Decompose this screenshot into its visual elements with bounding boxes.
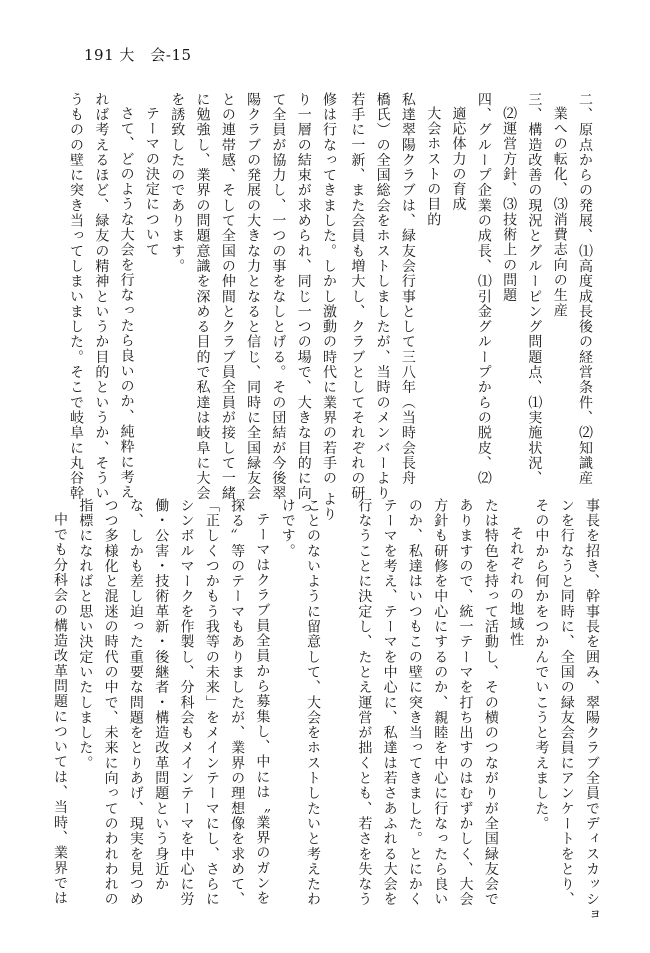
text-line: り一層の結束が求められ、同じ一つの場で、大きな目的に向っ [295,92,312,517]
upper-left-text-block [68,92,341,522]
text-line: て全員が協力し、一つの事をなしとげる。その団結が今後翠 [270,92,287,502]
text-line: それぞれの地域性 [508,526,525,648]
text-line: との連帯感、そして全国の仲間とクラブ員全員が接して一緒 [219,92,236,502]
text-line: に勉強し、業界の問題意識を深める目的で私達は岐阜に大会 [194,92,211,502]
text-line: テーマはクラブ員全員から募集し、中には〝業界のガンを [254,512,271,906]
page-header [84,46,192,64]
text-line: れば考えるほど、緑友の精神というか目的というか、そうい [93,92,110,502]
text-line: 行なうことに決定し、たとえ運営が拙くとも、若さを失なう [356,498,373,908]
text-line: 四、グループ企業の成長、⑴引金グループからの脱皮、⑵ [475,92,492,486]
text-line: ありますので、統一テーマを打ち出すのはむずかしく、大会 [457,498,474,908]
upper-right-text-block [347,92,597,502]
text-line: 事長を招き、幹事長を囲み、翠陽クラブ全員でディスカッショ [584,498,600,923]
text-line: 業への転化、⑶消費志向の生産 [551,106,568,319]
text-line: のか、私達はいつもこの壁に突き当ってきました。とにかく [406,498,423,908]
text-line: 「正しくつかもう我等の未来」をメインテーマにし、さらに [203,498,220,908]
text-line: たは特色を持って活動し、その横のつながりが全国緑友会で [482,498,499,908]
text-line: ンを行なうと同時に、全国の緑友会員にアンケートをとり、 [558,498,575,908]
text-line: うものの壁に突き当ってしまいました。そこで岐阜に丸谷幹 [68,92,85,502]
text-line: 方針も研修を中心にするのか、親睦を中心に行なったら良い [432,498,449,908]
text-line: けです。 [279,498,296,559]
text-line: 陽クラブの発展の大きな力となると信じ、同時に全国緑友会 [245,92,262,502]
text-line: 橋氏）の全国総会をホストしましたが、当時のメンバーより [374,92,391,502]
text-line: さて、どのような大会を行なったら良いのか、純粋に考え [118,106,135,500]
text-line: な、しかも差し迫った重要な問題をとりあげ、現実を見つめ [127,498,144,908]
text-line: 二、原点からの発展、⑴高度成長後の経営条件、⑵知識産 [577,92,593,486]
text-line: 修は行なってきました。しかし激動の時代に業界の若手の より [321,92,337,522]
text-line: 若手に一新、また会員も増大し、クラブとしてそれぞれの研 [349,92,366,502]
text-line: 私達翠陽クラブは、緑友会行事として三八年（当時会長舟 [399,92,416,486]
text-line: つつ多様化と混迷の時代の中で、未来に向ってのわれわれの [102,498,119,908]
text-line: 探る〟等のテーマもありましたが、業界の理想像を求めて、 [229,498,246,908]
section-heading: 大会ホストの目的 [425,106,442,228]
text-line: その中から何かをつかんでいこうと考えました。 [533,498,550,832]
text-line: 三、構造改善の現況とグルーピング問題点、⑴実施状況、 [526,92,543,486]
text-line: 指標になればと思い決定いたしました。 [77,498,94,771]
text-line: テーマを考え、テーマを中心に、私達は若さあふれる大会を [381,498,398,908]
text-line: ことのないように留意して、大会をホストしたいと考えたわ [305,498,321,908]
text-line: を誘致したのであります。 [169,92,186,274]
page-number: 191 [84,46,115,64]
lower-right-text-block [339,498,604,923]
lower-left-text-block [52,498,325,908]
text-line: 適応体力の育成 [450,106,467,213]
text-line: 中でも分科会の構造改革問題については、当時、業界では [52,512,69,906]
section-label: 大 会-15 [119,46,192,64]
text-line: ⑵運営方針、⑶技術上の問題 [501,106,518,303]
section-heading: テーマの決定について [143,106,160,258]
text-line: 働・公害・技術革新・後継者・構造改革問題という身近か [153,498,170,892]
text-line: シンボルマークを作製し、分科会もメインテーマを中心に労 [178,498,195,908]
